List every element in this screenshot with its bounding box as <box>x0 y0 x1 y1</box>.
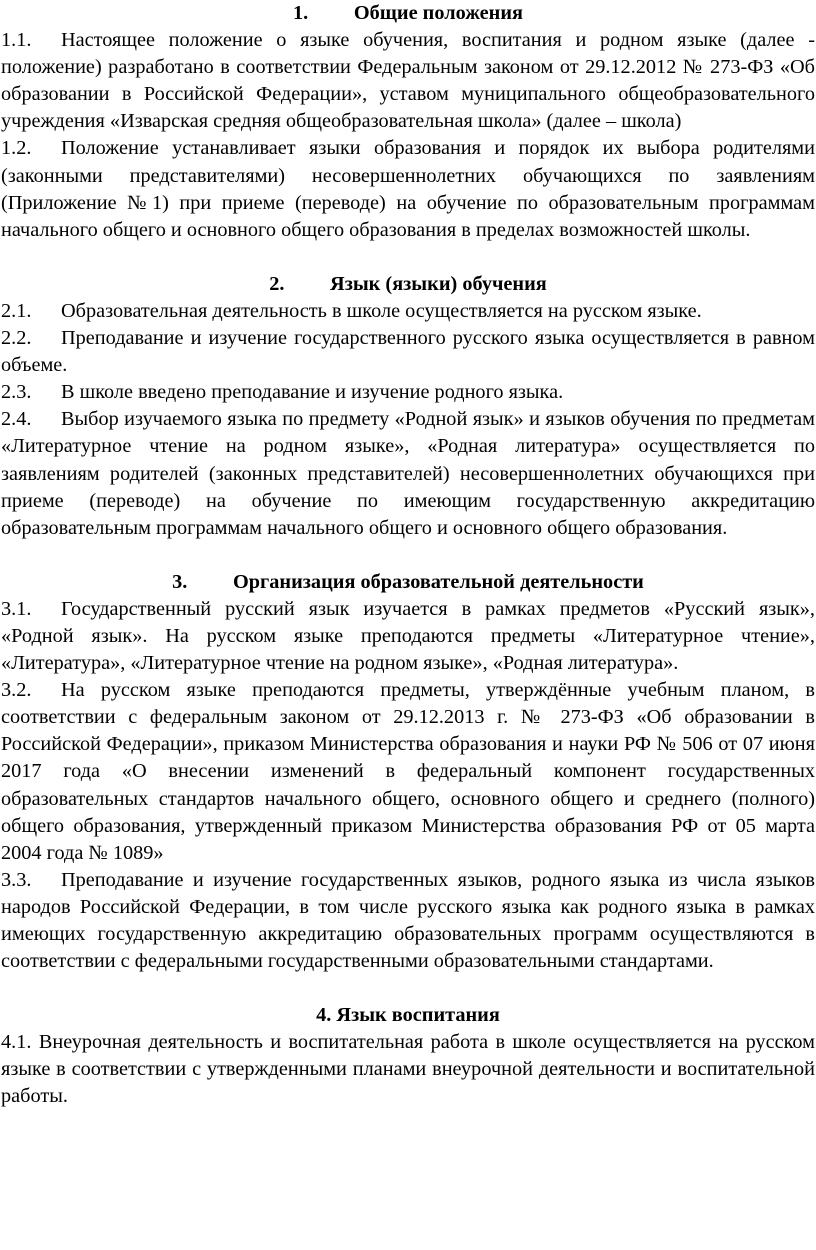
paragraph-1-1 <box>1 27 815 135</box>
paragraph-number: 2.3. <box>1 381 32 404</box>
paragraph-2-3 <box>1 379 815 406</box>
paragraph-text: Преподавание и изучение государственного русского языка осуществляется в равном объеме. <box>1 327 815 377</box>
paragraph-text: Преподавание и изучение государственных языков, родного языка из числа языков народов Российской Федерации, в том числе русского языка как родного языка в рамках имеющих государственную аккредитацию образовательных программ осуществляются в соответствии с федеральными государственными образовательными стандартами. <box>1 868 815 973</box>
paragraph-number: 2.1. <box>1 299 32 322</box>
paragraph-2-1 <box>1 298 815 325</box>
paragraph-text: На русском языке преподаются предметы, утверждённые учебным планом, в соответствии с федеральным законом от 29.12.2013 г. № 273-ФЗ «Об образовании в Российской Федерации», приказом Министерства образования и науки РФ № 506 от 07 июня 2017 года «О внесении изменений в федеральный компонент государственных образовательных стандартов начального общего, основного общего и среднего (полного) общего образования, утвержденный приказом Министерства образования РФ от 05 марта 2004 года № 1089» <box>1 679 815 864</box>
section-heading-4: 4. Язык воспитания <box>316 1004 500 1027</box>
paragraph-1-2 <box>1 135 815 243</box>
section-heading-1: 1. Общие положения <box>293 2 523 24</box>
paragraph-2-4 <box>1 406 815 541</box>
paragraph-number: 3.2. <box>1 679 32 702</box>
section-heading-2: 2. Язык (языки) обучения <box>269 272 547 295</box>
spacer <box>1 244 815 271</box>
paragraph-text: Внеурочная деятельность и воспитательная работа в школе осуществляется на русском языке в соответствии с утвержденными планами внеурочной деятельности и воспитательной работы. <box>1 1031 815 1108</box>
paragraph-text: Положение устанавливает языки образования и порядок их выбора родителями (законными представителями) несовершеннолетних обучающихся по заявлениям (Приложение №1) при приеме (переводе) на обучение по образовательным программам начального общего и основного общего образования в пределах возможностей школы. <box>1 137 815 241</box>
paragraph-number: 1.2. <box>1 137 32 160</box>
paragraph-3-1 <box>1 596 815 677</box>
spacer <box>1 542 815 569</box>
paragraph-text: Настоящее положение о языке обучения, воспитания и родном языке (далее - положение) разработано в соответствии Федеральным законом от 29.12.2012 № 273-ФЗ «Об образовании в Российской Федерации», уставом муниципального общеобразовательного учреждения «Изварская средняя общеобразовательная школа» (далее – школа) <box>1 29 815 133</box>
paragraph-3-3 <box>1 867 815 975</box>
paragraph-text: Государственный русский язык изучается в рамках предметов «Русский язык», «Родной язык». На русском языке преподаются предметы «Литературное чтение», «Литература», «Литературное чтение на родном языке», «Родная литература». <box>1 597 815 675</box>
paragraph-4-1 <box>1 1029 815 1110</box>
document-body <box>1 0 815 1111</box>
paragraph-number: 1.1. <box>1 29 32 52</box>
paragraph-2-2 <box>1 325 815 379</box>
paragraph-number: 2.4. <box>1 408 32 431</box>
paragraph-3-2 <box>1 677 815 867</box>
paragraph-number: 4.1. <box>1 1031 32 1054</box>
paragraph-text: Выбор изучаемого языка по предмету «Родной язык» и языков обучения по предметам «Литературное чтение на родном языке», «Родная литература» осуществляется по заявлениям родителей (законных представителей) несовершеннолетних обучающихся при приеме (переводе) на обучение по имеющим государственную аккредитацию образовательным программам начального общего и основного общего образования. <box>1 408 815 539</box>
paragraph-text: Образовательная деятельность в школе осуществляется на русском языке. <box>61 299 702 322</box>
paragraph-text: В школе введено преподавание и изучение родного языка. <box>61 381 564 404</box>
section-heading-3: 3. Организация образовательной деятельности <box>172 570 644 593</box>
paragraph-number: 3.1. <box>1 597 32 620</box>
spacer <box>1 975 815 1002</box>
paragraph-number: 3.3. <box>1 868 32 891</box>
paragraph-number: 2.2. <box>1 327 32 350</box>
